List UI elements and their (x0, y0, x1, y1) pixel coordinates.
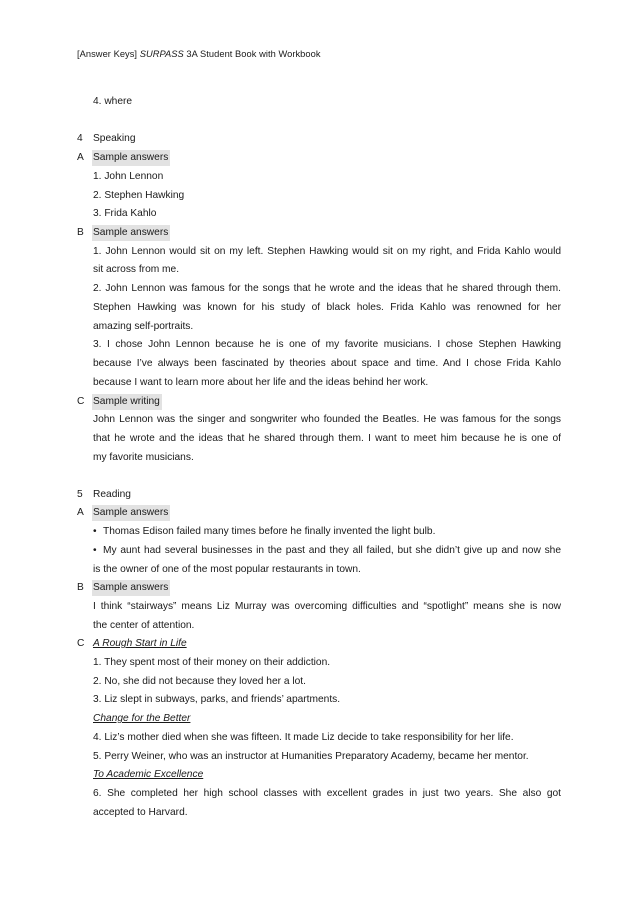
part-label-speaking-a: Sample answers (92, 150, 170, 166)
speaking-b-line: sit across from me. (93, 264, 180, 275)
speaking-b-line: 3. I chose John Lennon because he is one of my favorite musicians. I chose Stephen Hawking (93, 339, 561, 350)
part-letter-speaking-b: B (77, 227, 84, 238)
subheading-change-for-better: Change for the Better (93, 713, 191, 724)
speaking-b-line: 1. John Lennon would sit on my left. Stephen Hawking would sit on my right, and Frida Kahlo would (93, 246, 561, 257)
header-prefix: [Answer Keys] (77, 49, 140, 59)
reading-c-item: 5. Perry Weiner, who was an instructor at Humanities Preparatory Academy, became her mentor. (93, 751, 529, 762)
part-letter-reading-a: A (77, 507, 84, 518)
reading-c-item: 4. Liz’s mother died when she was fifteen. It made Liz decide to take responsibility for her life. (93, 732, 514, 743)
subheading-academic-excellence: To Academic Excellence (93, 769, 204, 780)
section-number-speaking: 4 (77, 133, 83, 144)
part-letter-speaking-a: A (77, 152, 84, 163)
speaking-b-line: because I want to learn more about her life and the ideas behind her work. (93, 377, 429, 388)
part-label-speaking-c: Sample writing (92, 394, 162, 410)
page-header (77, 49, 321, 59)
speaking-b-line: amazing self-portraits. (93, 321, 194, 332)
reading-c-line: accepted to Harvard. (93, 807, 188, 818)
speaking-b-line: 2. John Lennon was famous for the songs that he wrote and the ideas that he shared through them. (93, 283, 561, 294)
part-label-reading-a: Sample answers (92, 505, 170, 521)
reading-c-line: 6. She completed her high school classes with excellent grades in just two years. She also got (93, 788, 561, 799)
reading-a-line: Thomas Edison failed many times before he finally invented the light bulb. (103, 526, 436, 537)
part-letter-speaking-c: C (77, 396, 85, 407)
bullet-marker: • (93, 545, 97, 556)
answer-where: 4. where (93, 96, 133, 107)
speaking-a-item: 1. John Lennon (93, 171, 164, 182)
speaking-a-item: 3. Frida Kahlo (93, 208, 157, 219)
reading-c-item: 1. They spent most of their money on their addiction. (93, 657, 331, 668)
subheading-rough-start: A Rough Start in Life (93, 638, 187, 649)
speaking-c-line: that he wrote and the ideas that he shared through them. I want to meet him because he is one of (93, 433, 561, 444)
part-letter-reading-b: B (77, 582, 84, 593)
speaking-c-line: John Lennon was the singer and songwriter who founded the Beatles. He was famous for the songs (93, 414, 561, 425)
section-title-reading: Reading (93, 489, 131, 500)
speaking-b-line: because I’ve always been fascinated by theories about space and time. And I chose Frida Kahlo (93, 358, 561, 369)
part-label-speaking-b: Sample answers (92, 225, 170, 241)
part-label-reading-b: Sample answers (92, 580, 170, 596)
reading-c-item: 2. No, she did not because they loved her a lot. (93, 676, 306, 687)
reading-c-item: 3. Liz slept in subways, parks, and friends’ apartments. (93, 694, 341, 705)
speaking-a-item: 2. Stephen Hawking (93, 190, 185, 201)
part-letter-reading-c: C (77, 638, 85, 649)
header-book-title: SURPASS (139, 49, 184, 59)
reading-a-line: My aunt had several businesses in the past and they all failed, but she didn’t give up and now she (103, 545, 561, 556)
section-title-speaking: Speaking (93, 133, 136, 144)
reading-a-line: is the owner of one of the most popular restaurants in town. (93, 564, 361, 575)
speaking-c-line: my favorite musicians. (93, 452, 194, 463)
header-suffix: 3A Student Book with Workbook (183, 49, 321, 59)
section-number-reading: 5 (77, 489, 83, 500)
speaking-b-line: Stephen Hawking was known for his study of black holes. Frida Kahlo was renowned for her (93, 302, 561, 313)
bullet-marker: • (93, 526, 97, 537)
reading-b-line: I think “stairways” means Liz Murray was overcoming difficulties and “spotlight” means she is now (93, 601, 561, 612)
reading-b-line: the center of attention. (93, 620, 195, 631)
